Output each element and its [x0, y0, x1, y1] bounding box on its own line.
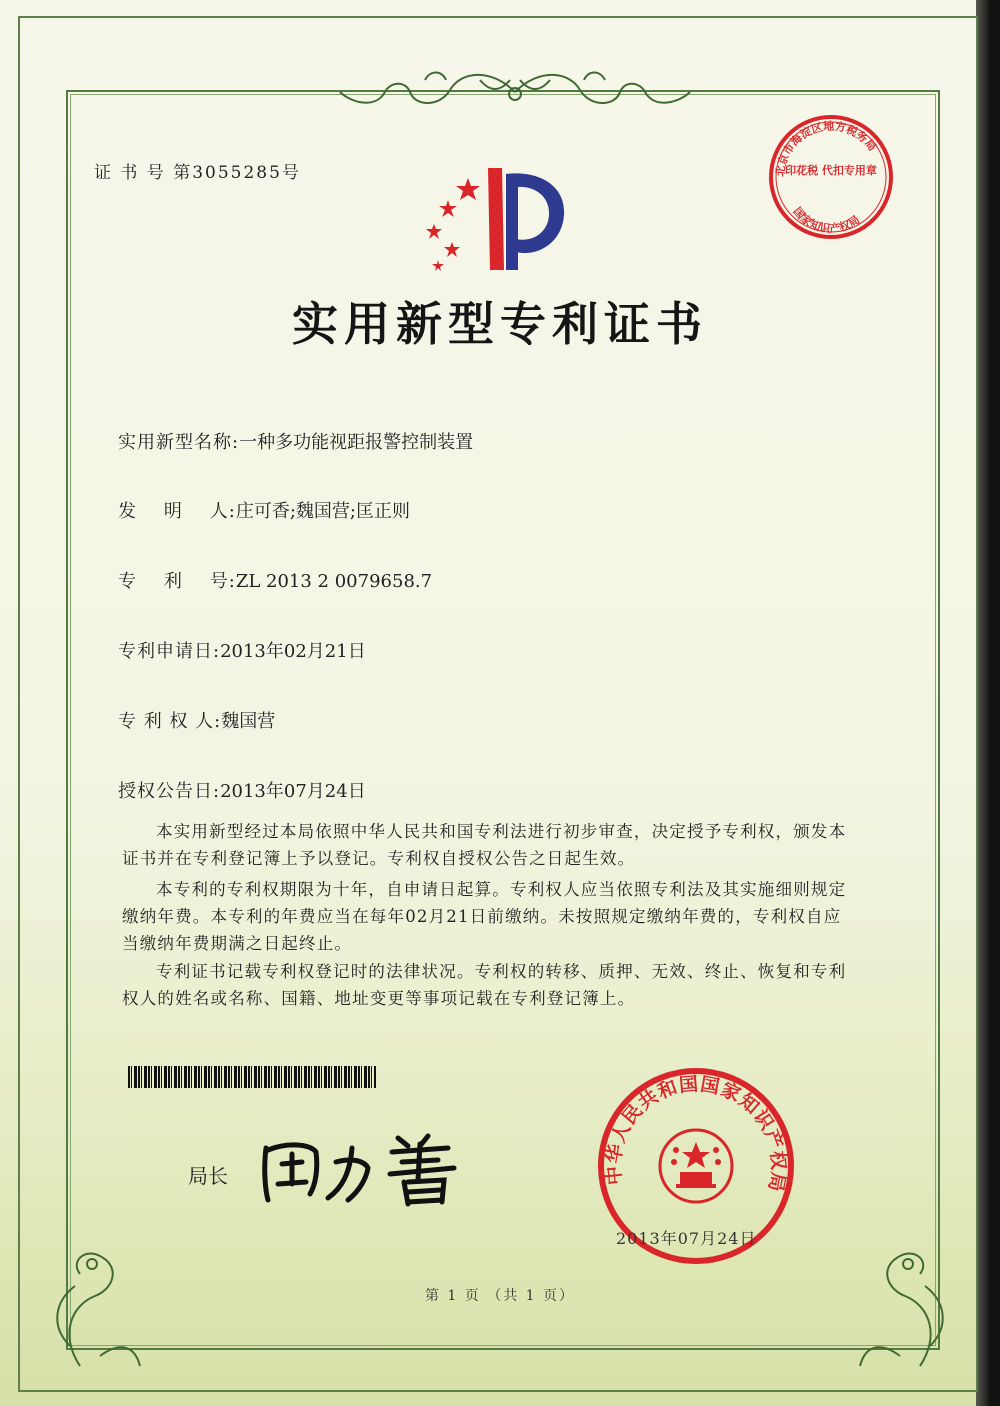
application-date-label: 专利申请日: [118, 641, 221, 662]
tax-seal-top-text: 北京市海淀区地方税务局 [773, 119, 879, 178]
utility-model-name-value: 一种多功能视距报警控制装置 [239, 432, 474, 453]
director-signature [258, 1118, 478, 1208]
inventor-value: 庄可香;魏国营;匡正则 [235, 501, 410, 522]
scan-edge [976, 0, 1000, 1406]
application-date-value: 2013年02月21日 [220, 641, 366, 662]
tax-stamp-seal [766, 112, 896, 242]
body-paragraph-2: 本专利的专利权期限为十年，自申请日起算。专利权人应当依照专利法及其实施细则规定缴纳年费。本专利的年费应当在每年02月21日前缴纳。未按照规定缴纳年费的，专利权自应当缴纳年费期满之日起终止。 [122, 880, 847, 953]
patentee-row [118, 707, 275, 733]
patent-office-logo-icon [408, 160, 578, 280]
patent-number-value: ZL 2013 2 0079658.7 [235, 571, 433, 592]
certificate-number: 证 书 号 第3055285号 [94, 163, 301, 183]
patentee-value: 魏国营 [221, 711, 276, 732]
page-number: 第 1 页 （共 1 页） [424, 1288, 576, 1304]
utility-model-name-label: 实用新型名称: [118, 432, 240, 453]
seal-date: 2013年07月24日 [616, 1229, 757, 1248]
patent-number-row [118, 567, 432, 593]
grant-date-value: 2013年07月24日 [220, 781, 366, 802]
official-seal-text: 中华人民共和国国家知识产权局 [602, 1073, 790, 1195]
national-emblem-icon [660, 1130, 732, 1202]
patent-number-label: 专 利 号: [118, 571, 236, 592]
inventor-row [118, 497, 410, 523]
grant-date-row [118, 777, 366, 803]
barcode [128, 1066, 376, 1088]
utility-model-name-row [118, 428, 473, 454]
patentee-label: 专 利 权 人: [118, 711, 222, 732]
application-date-row [118, 637, 366, 663]
tax-seal-center-text: 印花税 代扣专用章 [785, 164, 877, 177]
body-paragraph-3: 专利证书记载专利权登记时的法律状况。专利权的转移、质押、无效、终止、恢复和专利权人的姓名或名称、国籍、地址变更等事项记载在专利登记簿上。 [122, 962, 847, 1008]
certificate-title: 实用新型专利证书 [292, 297, 708, 351]
top-ornament-icon [330, 62, 700, 122]
tax-seal-bottom-text: 国家知识产权局 [790, 204, 863, 236]
director-label: 局长 [188, 1164, 228, 1188]
inventor-label: 发 明 人: [118, 501, 236, 522]
grant-date-label: 授权公告日: [118, 781, 221, 802]
body-paragraph-1: 本实用新型经过本局依照中华人民共和国专利法进行初步审查，决定授予专利权，颁发本证书并在专利登记簿上予以登记。专利权自授权公告之日起生效。 [122, 822, 847, 868]
